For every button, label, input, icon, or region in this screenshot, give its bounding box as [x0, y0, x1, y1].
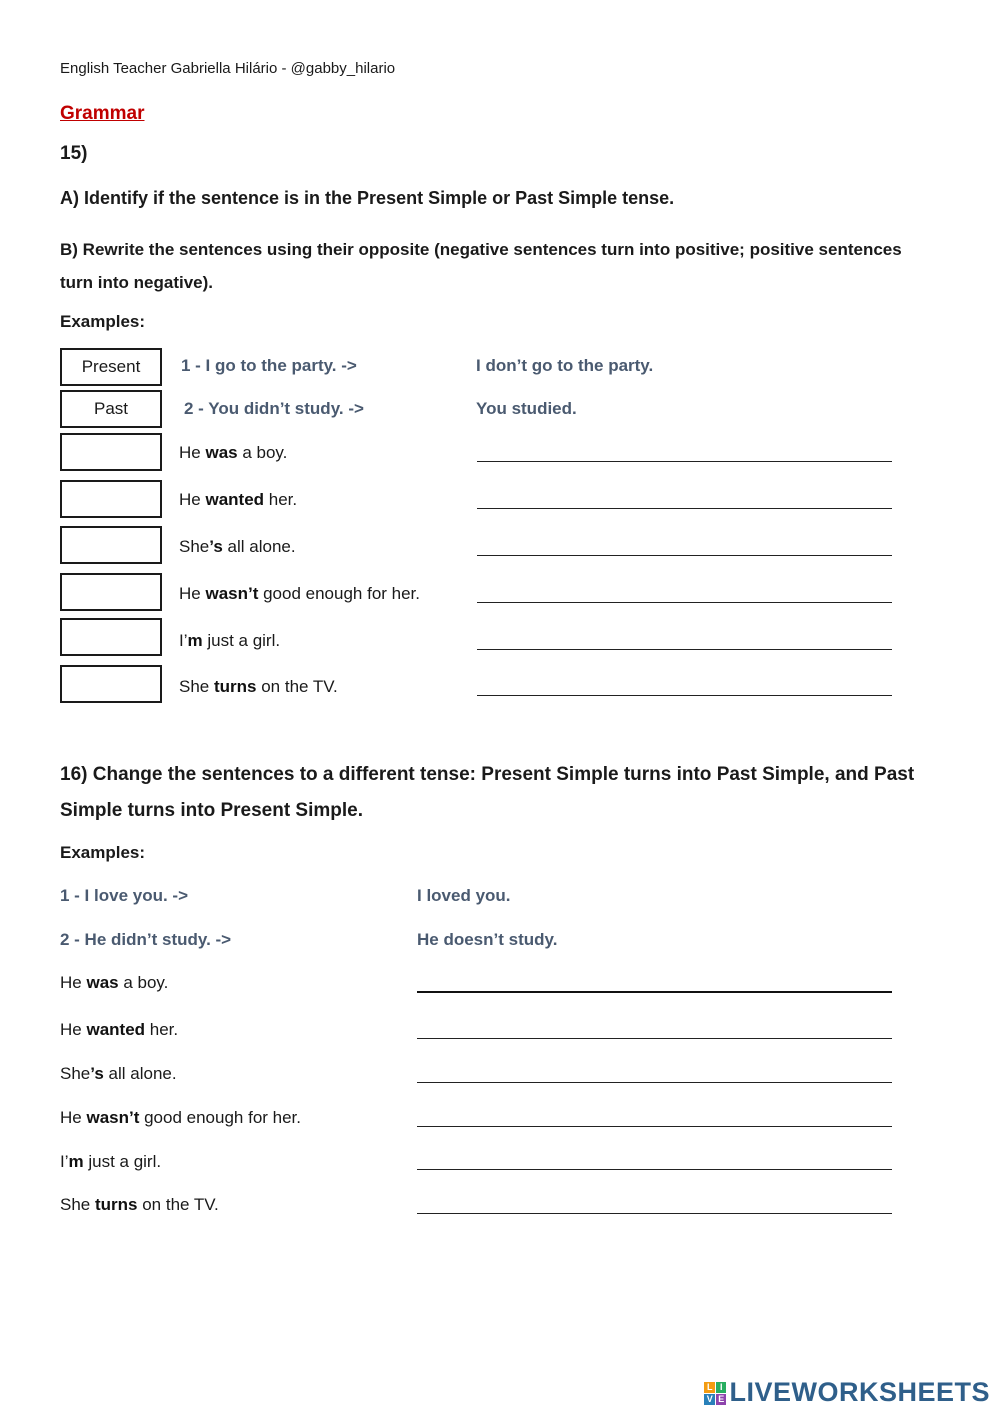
- example-answer: He doesn’t study.: [417, 930, 558, 949]
- example-answer: I don’t go to the party.: [476, 356, 654, 375]
- answer-line[interactable]: [417, 991, 892, 993]
- question-15-instruction-b: B) Rewrite the sentences using their opposite (negative sentences turn into positive; positive sentences turn into negative).: [60, 240, 902, 292]
- sentence: He wanted her.: [60, 1020, 179, 1039]
- section-title: Grammar: [60, 103, 145, 124]
- sentence: He was a boy.: [60, 973, 169, 992]
- answer-line[interactable]: [417, 1213, 892, 1214]
- sentence: He wanted her.: [179, 490, 298, 509]
- example-sentence: 2 - He didn’t study. ->: [60, 930, 232, 949]
- answer-line[interactable]: [417, 1126, 892, 1127]
- liveworksheets-logo-text: LIVEWORKSHEETS: [729, 1377, 990, 1407]
- sentence: She turns on the TV.: [60, 1195, 219, 1214]
- tense-answer-box[interactable]: [60, 480, 162, 518]
- tense-answer-box[interactable]: [60, 665, 162, 703]
- question-15-number: 15): [60, 143, 88, 164]
- sentence: He was a boy.: [179, 443, 288, 462]
- example-tense-box: Past: [60, 390, 162, 428]
- answer-line[interactable]: [417, 1038, 892, 1039]
- sentence: She’s all alone.: [179, 537, 296, 556]
- sentence: I’m just a girl.: [179, 631, 281, 650]
- page-header-credit: English Teacher Gabriella Hilário - @gabby_hilario: [60, 60, 396, 77]
- logo-letter: I: [716, 1382, 727, 1393]
- answer-line[interactable]: [477, 508, 892, 509]
- tense-answer-box[interactable]: [60, 526, 162, 564]
- answer-line[interactable]: [477, 555, 892, 556]
- sentence: He wasn’t good enough for her.: [179, 584, 421, 603]
- answer-line[interactable]: [477, 602, 892, 603]
- question-16-examples-label: Examples:: [60, 843, 146, 862]
- tense-answer-box[interactable]: [60, 573, 162, 611]
- sentence: She turns on the TV.: [179, 677, 338, 696]
- logo-letter: L: [704, 1382, 715, 1393]
- answer-line[interactable]: [477, 461, 892, 462]
- answer-line[interactable]: [417, 1169, 892, 1170]
- example-tense-box: Present: [60, 348, 162, 386]
- tense-answer-box[interactable]: [60, 618, 162, 656]
- example-sentence: 2 - You didn’t study. ->: [184, 399, 364, 418]
- logo-letter: V: [704, 1394, 715, 1405]
- logo-letter: E: [716, 1394, 727, 1405]
- example-sentence: 1 - I go to the party. ->: [181, 356, 357, 375]
- liveworksheets-logo-icon: [704, 1382, 726, 1404]
- example-answer: I loved you.: [417, 886, 511, 905]
- question-16-instruction: 16) Change the sentences to a different tense: Present Simple turns into Past Simple, and Past Simple turns into Present Simple.: [60, 764, 915, 821]
- answer-line[interactable]: [417, 1082, 892, 1083]
- example-sentence: 1 - I love you. ->: [60, 886, 189, 905]
- answer-line[interactable]: [477, 695, 892, 696]
- liveworksheets-logo: [704, 1377, 990, 1408]
- question-15-instruction-a: A) Identify if the sentence is in the Present Simple or Past Simple tense.: [60, 188, 675, 208]
- answer-line[interactable]: [477, 649, 892, 650]
- sentence: He wasn’t good enough for her.: [60, 1108, 302, 1127]
- example-answer: You studied.: [476, 399, 577, 418]
- sentence: I’m just a girl.: [60, 1152, 162, 1171]
- tense-answer-box[interactable]: [60, 433, 162, 471]
- question-15-examples-label: Examples:: [60, 312, 146, 331]
- sentence: She’s all alone.: [60, 1064, 177, 1083]
